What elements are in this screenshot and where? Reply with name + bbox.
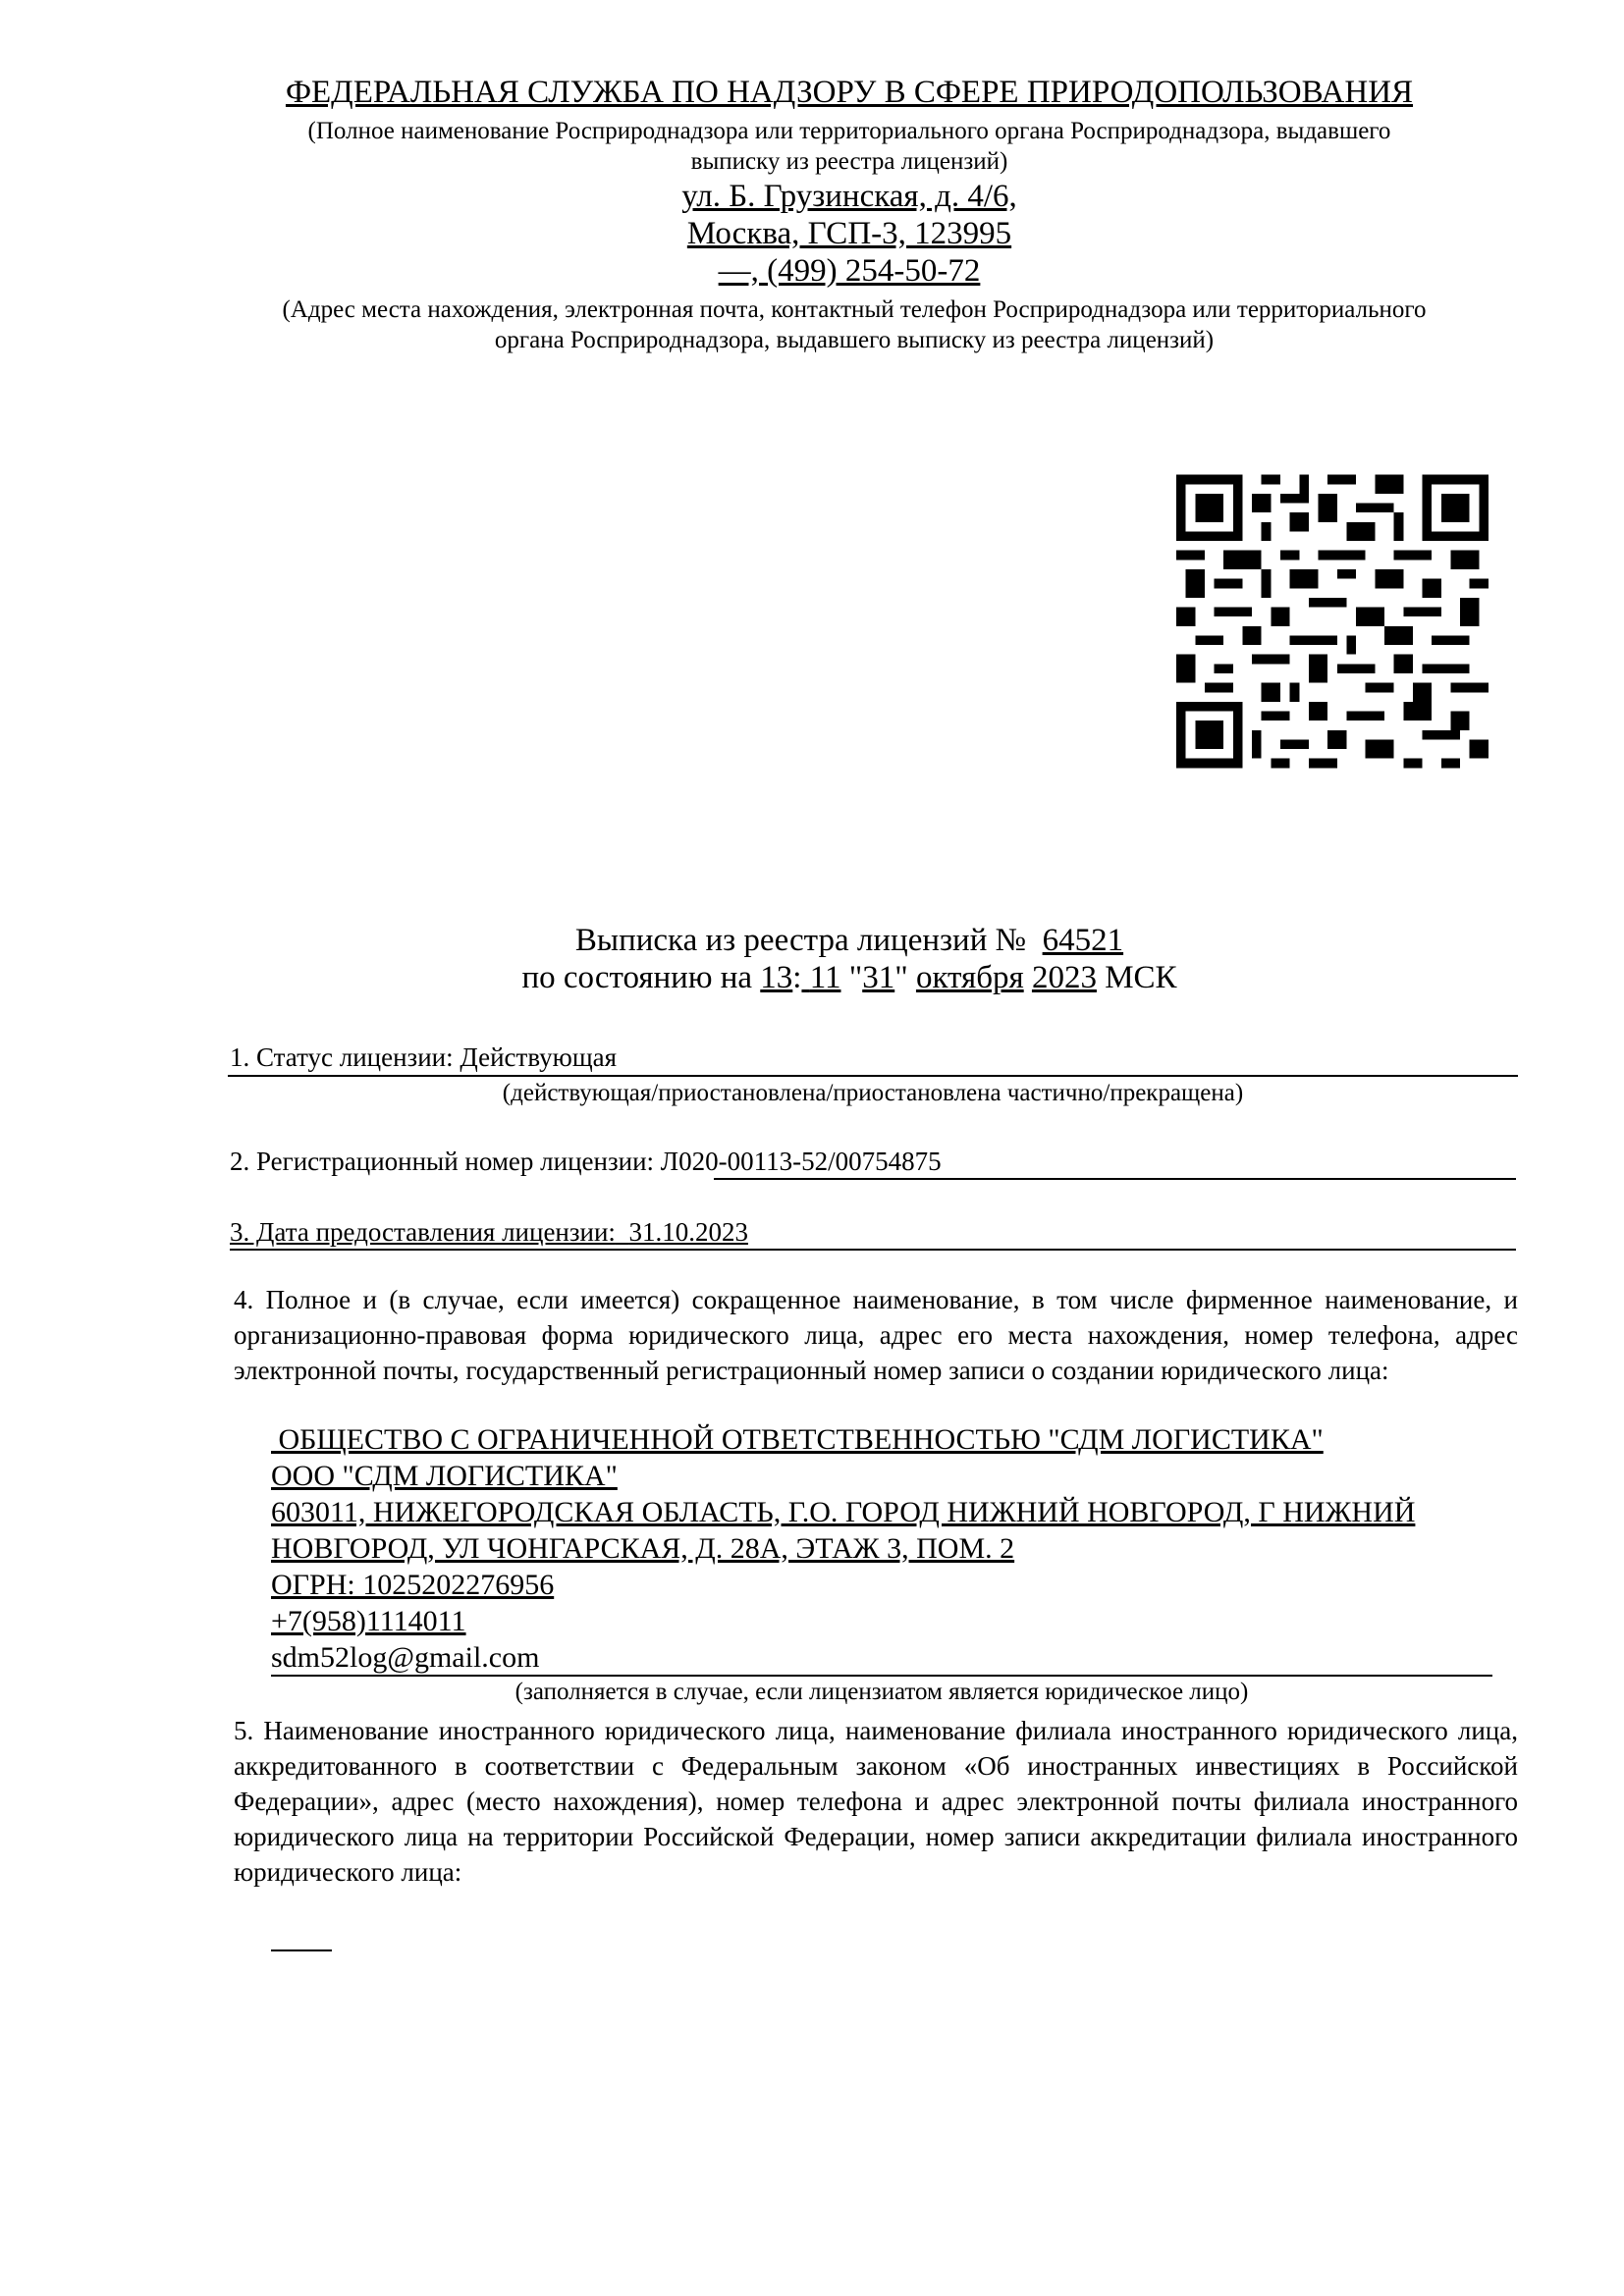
section-5-text: 5. Наименование иностранного юридического лица, наименование филиала иностранного юридического лица, аккредитованного в соответствии с Федеральным законом «Об иностранных инвестициях в Российской Федерации», адрес (место нахождения), номер телефона и адрес электронной почты филиала иностранного юридического лица на территории Российской Федерации, номер записи аккредитации филиала иностранного юридического лица: (234, 1716, 1518, 1887)
reg-underline (714, 1178, 1516, 1180)
org-address-line2: НОВГОРОД, УЛ ЧОНГАРСКАЯ, Д. 28А, ЭТАЖ 3, ПОМ. 2 (271, 1532, 1015, 1565)
agency-name: ФЕДЕРАЛЬНАЯ СЛУЖБА ПО НАДЗОРУ В СФЕРЕ ПРИРОДОПОЛЬЗОВАНИЯ (285, 75, 1414, 110)
org-phone: +7(958)1114011 (271, 1605, 466, 1637)
extract-number: 64521 (1042, 923, 1124, 958)
section-4-text: 4. Полное и (в случае, если имеется) сокращенное наименование, в том числе фирменное наименование, и организационно-правовая форма юридического лица, адрес его места нахождения, номер телефона, адрес электронной почты, государственный регистрационный номер записи о создании юридического лица: (234, 1285, 1518, 1385)
agency-note: (Полное наименование Росприроднадзора или территориального органа Росприроднадзора, выдавшего выписку из реестра лицензий) (307, 118, 1391, 175)
agency-address-line2: Москва, ГСП-3, 123995 (686, 216, 1012, 251)
org-full-name: ОБЩЕСТВО С ОГРАНИЧЕННОЙ ОТВЕТСТВЕННОСТЬЮ "СДМ ЛОГИСТИКА" (278, 1423, 1324, 1456)
org-short-name: ООО "СДМ ЛОГИСТИКА" (271, 1460, 618, 1492)
status-underline (228, 1075, 1518, 1077)
status-note: (действующая/приостановлена/приостановлена частично/прекращена) (502, 1080, 1244, 1106)
date-underline (230, 1249, 1516, 1251)
org-email: sdm52log@gmail.com (271, 1641, 540, 1674)
license-date: 3. Дата предоставления лицензии: 31.10.2023 (230, 1217, 748, 1247)
registration-number: 2. Регистрационный номер лицензии: Л020-00113-52/00754875 (230, 1147, 942, 1176)
section-5-empty-dash (271, 1949, 332, 1951)
agency-address-line1: ул. Б. Грузинская, д. 4/6, (681, 179, 1017, 214)
org-underline (271, 1675, 1492, 1677)
org-ogrn: ОГРН: 1025202276956 (271, 1569, 555, 1601)
address-note: (Адрес места нахождения, электронная почта, контактный телефон Росприроднадзора или территориального органа Росприроднадзора, выдавшего выписку из реестра лицензий) (282, 296, 1427, 353)
extract-state-line: по состоянию на 13: 11 "31" октября 2023 МСК (521, 960, 1177, 995)
license-status: 1. Статус лицензии: Действующая (230, 1042, 618, 1072)
org-address-line1: 603011, НИЖЕГОРОДСКАЯ ОБЛАСТЬ, Г.О. ГОРОД НИЖНИЙ НОВГОРОД, Г НИЖНИЙ (271, 1496, 1416, 1528)
extract-title: Выписка из реестра лицензий № 64521 (574, 923, 1124, 958)
section-4-note: (заполняется в случае, если лицензиатом является юридическое лицо) (514, 1679, 1249, 1705)
agency-contact: —, (499) 254-50-72 (718, 253, 981, 289)
qr-code (1176, 474, 1489, 769)
